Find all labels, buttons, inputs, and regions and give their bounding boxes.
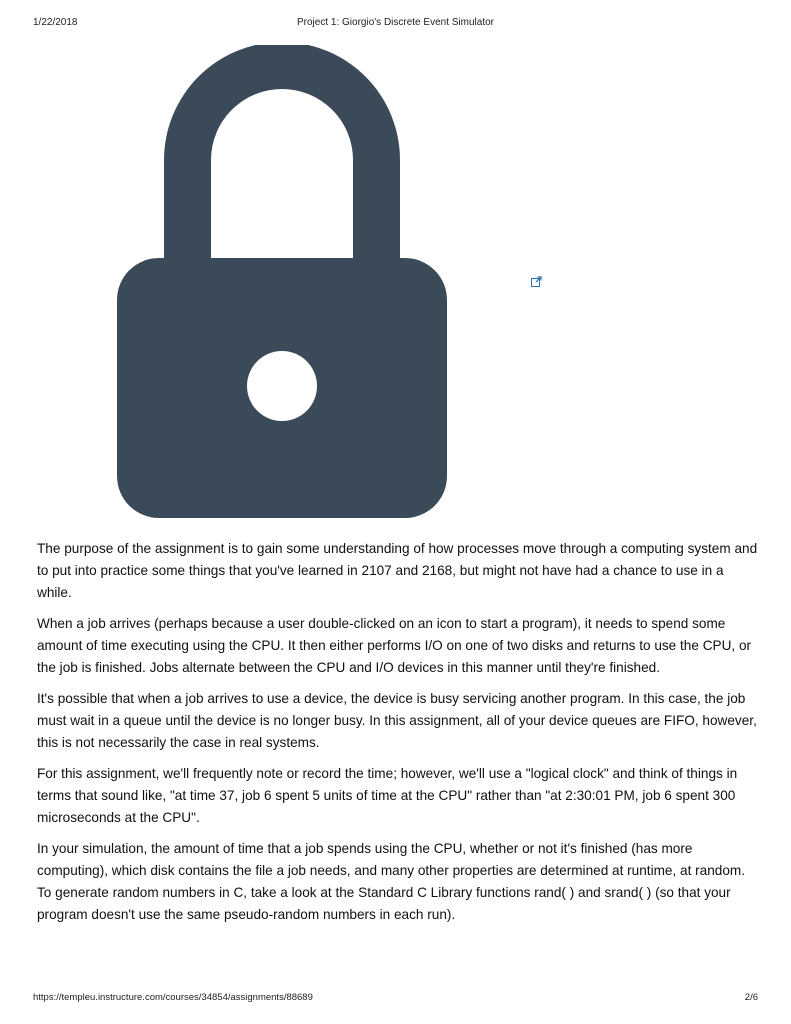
external-link-icon[interactable] (531, 276, 542, 287)
paragraph-device-queue: It's possible that when a job arrives to use a device, the device is busy servicing another program. In this case, the job must wait in a queue until the device is no longer busy. In this assignment, all of your device queues are FIFO, however, this is not necessarily the case in real systems. (37, 691, 757, 750)
lock-shackle (164, 45, 400, 275)
paragraph-logical-clock: For this assignment, we'll frequently note or record the time; however, we'll use a "logical clock" and think of things in terms that sound like, "at time 37, job 6 spent 5 units of time at the CPU" rather than "at 2:30:01 PM, job 6 spent 300 microseconds at the CPU". (37, 766, 738, 825)
print-footer (33, 992, 758, 1006)
page-url: https://templeu.instructure.com/courses/34854/assignments/88689 (33, 992, 313, 1003)
lock-keyhole (247, 351, 317, 421)
print-date: 1/22/2018 (33, 17, 78, 28)
lock-icon (117, 45, 447, 520)
paragraph-randomness: In your simulation, the amount of time that a job spends using the CPU, whether or not it's finished (has more computing), which disk contains the file a job needs, and many other properties are determined at runtime, at random. To generate random numbers in C, take a look at the Standard C Library functions rand( ) and srand( ) (so that your program doesn't use the same pseudo-random numbers in each run). (37, 841, 746, 922)
page-title: Project 1: Giorgio's Discrete Event Simulator (297, 17, 494, 28)
assignment-body (37, 538, 762, 935)
paragraph-job-arrival: When a job arrives (perhaps because a user double-clicked on an icon to start a program), it needs to spend some amount of time executing using the CPU. It then either performs I/O on one of two disks and returns to use the CPU, or the job is finished. Jobs alternate between the CPU and I/O devices in this manner until they're finished. (37, 616, 752, 675)
page-number: 2/6 (744, 992, 758, 1003)
paragraph-purpose: The purpose of the assignment is to gain some understanding of how processes move through a computing system and to put into practice some things that you've learned in 2107 and 2168, but might not have had a chance to use in a while. (37, 541, 758, 600)
print-header (33, 17, 758, 33)
